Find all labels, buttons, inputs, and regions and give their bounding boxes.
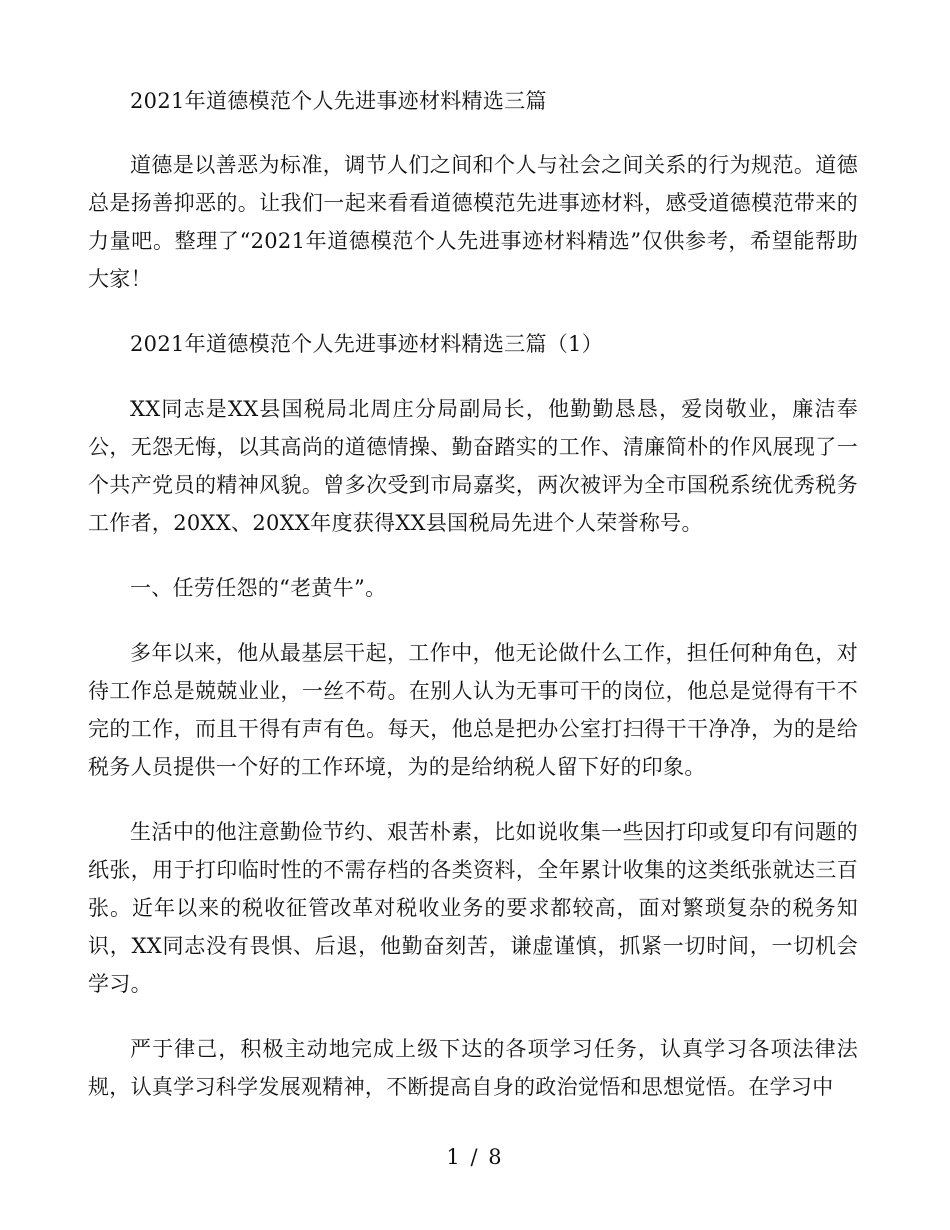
document-title: 2021年道德模范个人先进事迹材料精选三篇 — [130, 89, 547, 113]
document-body — [88, 82, 858, 1133]
body-paragraph: 生活中的他注意勤俭节约、艰苦朴素，比如说收集一些因打印或复印有问题的纸张，用于打印临时性的不需存档的各类资料，全年累计收集的这类纸张就达三百张。近年以来的税收征管改革对税收业务的要求都较高，面对繁琐复杂的税务知识，XX同志没有畏惧、后退，他勤奋刻苦，谦虚谨慎，抓紧一切时间，一切机会学习。 — [88, 820, 858, 996]
body-paragraph: 严于律己，积极主动地完成上级下达的各项学习任务，认真学习各项法律法规，认真学习科学发展观精神，不断提高自身的政治觉悟和思想觉悟。在学习中 — [88, 1037, 858, 1099]
subsection-heading: 一、任劳任怨的“老黄牛”。 — [130, 576, 387, 600]
intro-paragraph: 道德是以善恶为标准，调节人们之间和个人与社会之间关系的行为规范。道德总是扬善抑恶的。让我们一起来看看道德模范先进事迹材料，感受道德模范带来的力量吧。整理了“2021年道德模范个人先进事迹材料精选”仅供参考，希望能帮助大家！ — [88, 153, 858, 291]
page-number: 1 / 8 — [446, 1145, 504, 1169]
body-paragraph: XX同志是XX县国税局北周庄分局副局长，他勤勤恳恳，爱岗敬业，廉洁奉公，无怨无悔，以其高尚的道德情操、勤奋踏实的工作、清廉简朴的作风展现了一个共产党员的精神风貌。曾多次受到市局嘉奖，两次被评为全市国税系统优秀税务工作者，20XX、20XX年度获得XX县国税局先进个人荣誉称号。 — [88, 397, 858, 535]
body-paragraph: 多年以来，他从最基层干起，工作中，他无论做什么工作，担任何种角色，对待工作总是兢兢业业，一丝不苟。在别人认为无事可干的岗位，他总是觉得有干不完的工作，而且干得有声有色。每天，他总是把办公室打扫得干干净净，为的是给税务人员提供一个好的工作环境，为的是给纳税人留下好的印象。 — [88, 641, 858, 779]
section-heading: 2021年道德模范个人先进事迹材料精选三篇（1） — [130, 332, 604, 356]
